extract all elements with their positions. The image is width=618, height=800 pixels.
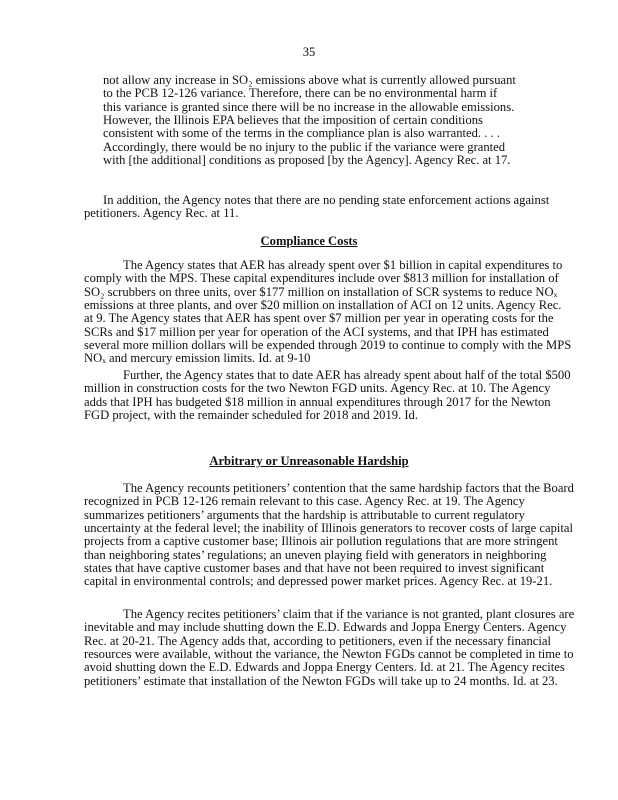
text-line: consistent with some of the terms in the compliance plan is also warranted. . . . xyxy=(103,126,500,141)
text-line: adds that IPH has budgeted $18 million in annual expenditures through 2017 for the Newton xyxy=(84,394,551,409)
heading-compliance-costs xyxy=(0,234,618,249)
text-line: million in construction costs for the two Newton FGD units. Agency Rec. at 10. The Agency xyxy=(84,381,551,396)
text-line: The Agency states that AER has already spent over $1 billion in capital expenditures to xyxy=(123,258,563,272)
text-line: petitioners. Agency Rec. at 11. xyxy=(84,206,239,221)
text-line: capital in environmental controls; and depressed power market prices. Agency Rec. at 19-21. xyxy=(84,574,553,589)
text-line: emissions at three plants, and over $20 million on installation of ACI on 12 units. Agency Rec. xyxy=(84,298,562,313)
page-number: 35 xyxy=(302,45,316,59)
text-line: this variance is granted since there will be no increase in the allowable emissions. xyxy=(103,99,515,114)
text-line: In addition, the Agency notes that there are no pending state enforcement actions against xyxy=(103,193,550,207)
text-line: recognized in PCB 12-126 remain relevant to this case. Agency Rec. at 19. The Agency xyxy=(84,494,525,509)
text-line: inevitable and may include shutting down the E.D. Edwards and Joppa Energy Centers. Agency xyxy=(84,620,567,635)
text-line: at 9. The Agency states that AER has spent over $7 million per year in operating costs for the xyxy=(84,311,554,326)
text-line: not allow any increase in SO₂ emissions above what is currently allowed pursuant xyxy=(103,73,516,87)
text-line: several more million dollars will be expended through 2019 to continue to comply with the MPS xyxy=(84,338,572,353)
text-line: resources were available, without the variance, the Newton FGDs cannot be completed in time to xyxy=(84,647,574,662)
text-line: NOₓ and mercury emission limits. Id. at 9-10 xyxy=(84,351,311,366)
text-line: states that have captive customer bases and that have not been required to invest significant xyxy=(84,561,545,576)
text-line: uncertainty at the federal level; the inability of Illinois generators to recover costs of large capital xyxy=(84,521,573,536)
text-line: However, the Illinois EPA believes that the imposition of certain conditions xyxy=(103,113,483,128)
text-line: projects from a captive customer base; Illinois air pollution regulations that are more stringent xyxy=(84,534,558,549)
text-line: petitioners’ estimate that installation of the Newton FGDs will take up to 24 months. Id. at 23. xyxy=(84,673,558,688)
heading-text: Compliance Costs xyxy=(260,234,358,248)
text-line: SO₂ scrubbers on three units, over $177 million on installation of SCR systems to reduce NOₓ xyxy=(84,284,558,299)
text-line: to the PCB 12-126 variance. Therefore, there can be no environmental harm if xyxy=(103,86,498,101)
text-line: Accordingly, there would be no injury to the public if the variance were granted xyxy=(103,139,506,154)
text-line: Further, the Agency states that to date AER has already spent about half of the total $500 xyxy=(123,368,571,382)
text-line: SCRs and $17 million per year for operation of the ACI systems, and that IPH has estimated xyxy=(84,324,549,339)
text-line: The Agency recites petitioners’ claim that if the variance is not granted, plant closures are xyxy=(123,607,575,621)
text-line: than neighboring states’ regulations; an uneven playing field with generators in neighboring xyxy=(84,547,547,562)
heading-arbitrary-hardship xyxy=(0,454,618,469)
text-line: Rec. at 20-21. The Agency adds that, according to petitioners, even if the necessary financial xyxy=(84,633,551,648)
text-line: avoid shutting down the E.D. Edwards and Joppa Energy Centers. Id. at 21. The Agency recites xyxy=(84,660,565,675)
text-line: with [the additional] conditions as proposed [by the Agency]. Agency Rec. at 17. xyxy=(103,153,511,168)
text-line: comply with the MPS. These capital expenditures include over $813 million for installation of xyxy=(84,271,559,286)
text-line: The Agency recounts petitioners’ contention that the same hardship factors that the Board xyxy=(123,481,574,495)
text-line: FGD project, with the remainder scheduled for 2018 and 2019. Id. xyxy=(84,408,418,423)
text-line: summarizes petitioners’ arguments that the hardship is attributable to current regulatory xyxy=(84,507,525,522)
heading-text: Arbitrary or Unreasonable Hardship xyxy=(209,454,409,468)
